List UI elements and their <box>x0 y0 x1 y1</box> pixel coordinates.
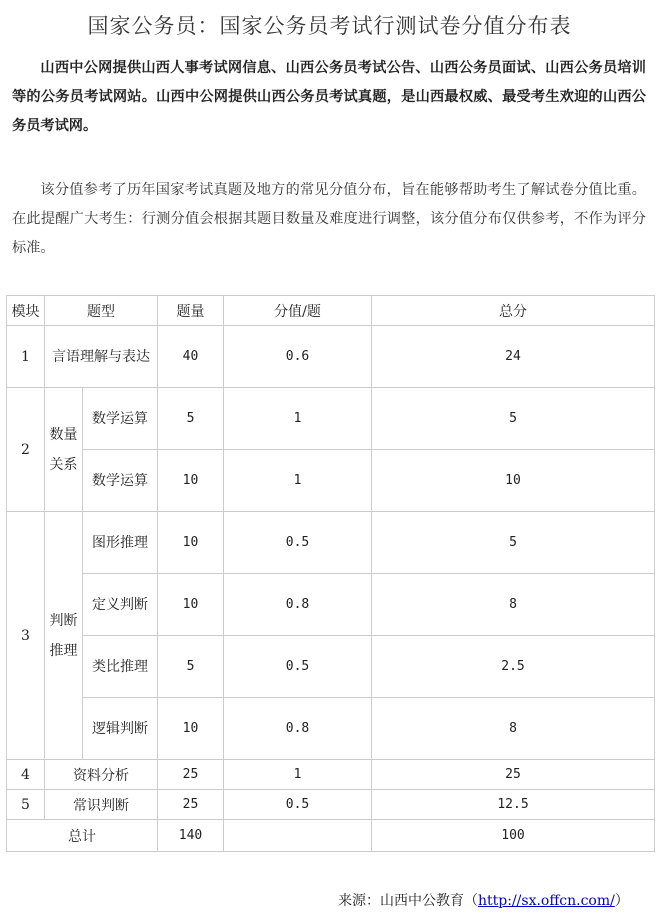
table-header-row <box>7 296 655 326</box>
table-row <box>7 450 655 512</box>
footer-label: 总计 <box>7 820 158 852</box>
table-row <box>7 512 655 574</box>
cell-count: 10 <box>158 512 224 574</box>
cell-total: 5 <box>372 512 655 574</box>
cell-per-question: 1 <box>224 450 372 512</box>
cell-count: 10 <box>158 574 224 636</box>
cell-total: 24 <box>372 326 655 388</box>
cell-total: 5 <box>372 388 655 450</box>
header-count: 题量 <box>158 296 224 326</box>
cell-count: 10 <box>158 450 224 512</box>
cell-per-question: 1 <box>224 760 372 790</box>
table-row <box>7 636 655 698</box>
source-link[interactable]: http://sx.offcn.com/ <box>478 893 615 909</box>
header-total: 总分 <box>372 296 655 326</box>
table-row <box>7 326 655 388</box>
page-title: 国家公务员：国家公务员考试行测试卷分值分布表 <box>87 14 572 38</box>
score-distribution-table <box>6 295 655 852</box>
table-row <box>7 698 655 760</box>
note-paragraph: 该分值参考了历年国家考试真题及地方的常见分值分布，旨在能够帮助考生了解试卷分值比重。在此提醒广大考生：行测分值会根据其题目数量及难度进行调整，该分值分布仅供参考，不作为评分标准。 <box>12 182 646 256</box>
cell-per-question: 0.5 <box>224 512 372 574</box>
cell-per-question: 0.8 <box>224 698 372 760</box>
cell-total: 2.5 <box>372 636 655 698</box>
cell-category: 数量关系 <box>45 388 83 512</box>
cell-per-question: 1 <box>224 388 372 450</box>
cell-type: 类比推理 <box>83 636 158 698</box>
cell-total: 25 <box>372 760 655 790</box>
cell-total: 8 <box>372 574 655 636</box>
header-module: 模块 <box>7 296 45 326</box>
intro-paragraph: 山西中公网提供山西人事考试网信息、山西公务员考试公告、山西公务员面试、山西公务员培训等的公务员考试网站。山西中公网提供山西公务员考试真题，是山西最权威、最受考生欢迎的山西公务员考试网。 <box>12 60 646 134</box>
cell-module: 2 <box>7 388 45 512</box>
cell-module: 3 <box>7 512 45 760</box>
table-row <box>7 388 655 450</box>
cell-per-question: 0.5 <box>224 790 372 820</box>
cell-module: 4 <box>7 760 45 790</box>
cell-count: 5 <box>158 636 224 698</box>
header-type: 题型 <box>45 296 158 326</box>
table-footer-row <box>7 820 655 852</box>
cell-per-question: 0.5 <box>224 636 372 698</box>
cell-type: 图形推理 <box>83 512 158 574</box>
cell-type: 言语理解与表达 <box>45 326 158 388</box>
cell-total: 10 <box>372 450 655 512</box>
cell-count: 40 <box>158 326 224 388</box>
cell-count: 5 <box>158 388 224 450</box>
cell-per-question: 0.8 <box>224 574 372 636</box>
cell-type: 常识判断 <box>45 790 158 820</box>
source-label: 来源：山西中公教育（ <box>338 893 478 909</box>
cell-type: 定义判断 <box>83 574 158 636</box>
cell-per-question: 0.6 <box>224 326 372 388</box>
cell-count: 10 <box>158 698 224 760</box>
table-row <box>7 760 655 790</box>
source-close: ） <box>614 893 629 909</box>
footer-empty-cell <box>224 820 372 852</box>
cell-type: 数学运算 <box>83 388 158 450</box>
table-row <box>7 790 655 820</box>
cell-total: 8 <box>372 698 655 760</box>
cell-total: 12.5 <box>372 790 655 820</box>
source-line <box>338 890 629 910</box>
table-row <box>7 574 655 636</box>
cell-type: 数学运算 <box>83 450 158 512</box>
cell-type: 资料分析 <box>45 760 158 790</box>
header-per-question: 分值/题 <box>224 296 372 326</box>
cell-module: 1 <box>7 326 45 388</box>
cell-module: 5 <box>7 790 45 820</box>
cell-type: 逻辑判断 <box>83 698 158 760</box>
cell-category: 判断推理 <box>45 512 83 760</box>
footer-total: 100 <box>372 820 655 852</box>
cell-count: 25 <box>158 760 224 790</box>
cell-count: 25 <box>158 790 224 820</box>
footer-count: 140 <box>158 820 224 852</box>
